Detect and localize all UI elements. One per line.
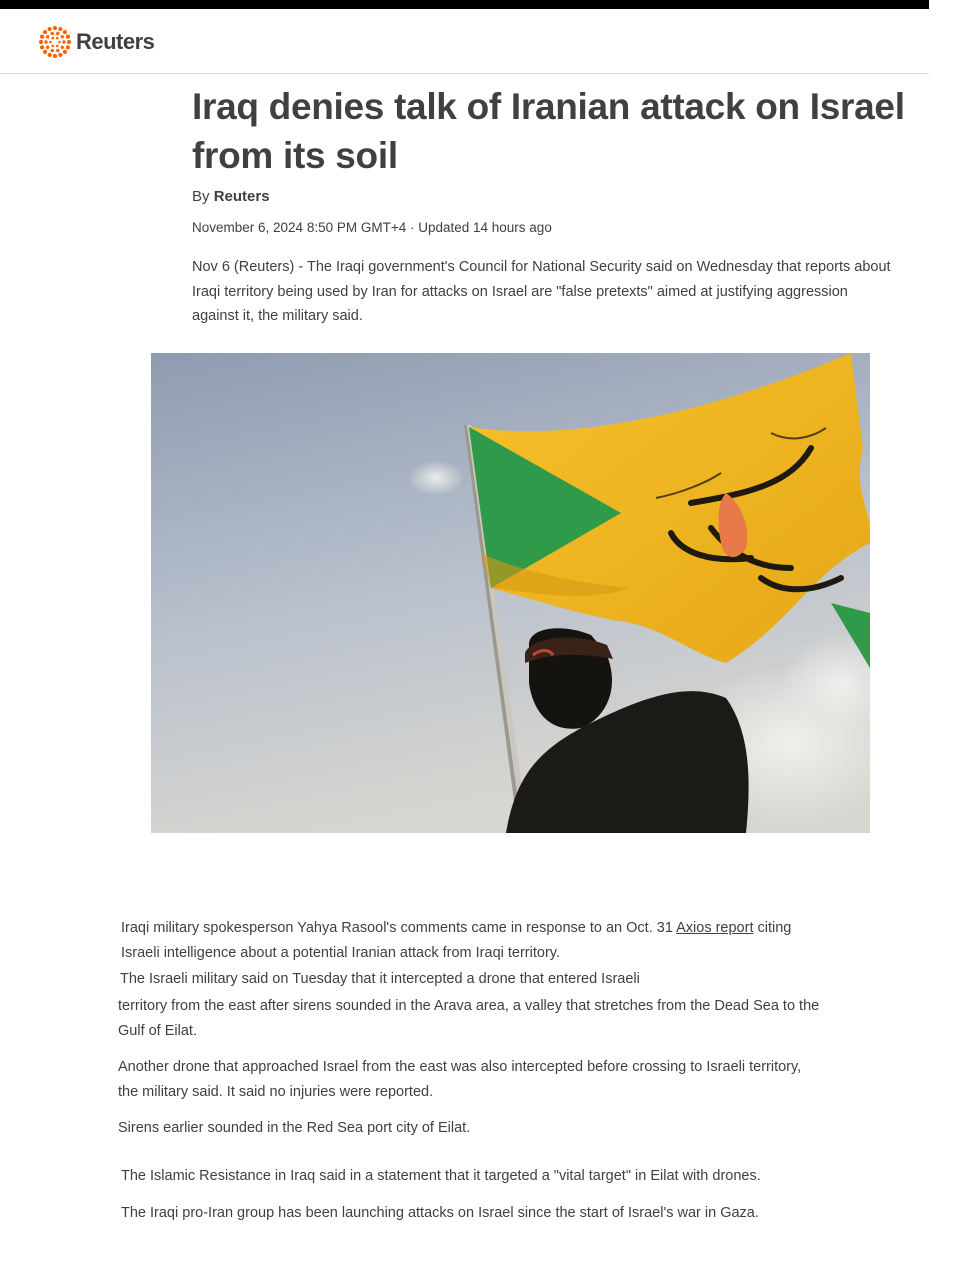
paragraph-drone-line2: territory from the east after sirens sounded in the Arava area, a valley that stretches from the Dead Sea to the Gulf of Eilat. (118, 998, 820, 1039)
byline-prefix: By (192, 188, 210, 205)
paragraph-second-drone: Another drone that approached Israel from the east was also intercepted before crossing to Israeli territory, the military said. It said no injuries were reported. (118, 1059, 802, 1100)
reuters-logo-text: Reuters (76, 29, 155, 54)
top-black-bar (0, 0, 929, 9)
site-header (0, 9, 929, 74)
article-dateline: November 6, 2024 8:50 PM GMT+4 · Updated 14 hours ago (192, 220, 552, 235)
article-lede: Nov 6 (Reuters) - The Iraqi government's Council for National Security said on Wednesday that reports about Iraqi territory being used by Iran for attacks on Israel are "false pretexts" aimed at justifying aggression against it, the military said. (192, 259, 891, 324)
axios-report-link[interactable]: Axios report (676, 920, 754, 936)
paragraph-drone-line1: The Israeli military said on Tuesday that it intercepted a drone that entered Israeli (120, 971, 640, 987)
paragraph-islamic-resistance: The Islamic Resistance in Iraq said in a statement that it targeted a "vital target" in Eilat with drones. (121, 1168, 761, 1184)
reuters-logo-icon (38, 25, 72, 59)
paragraph-pro-iran-group: The Iraqi pro-Iran group has been launching attacks on Israel since the start of Israel's war in Gaza. (121, 1205, 759, 1221)
reuters-logo[interactable] (38, 25, 154, 59)
paragraph-axios: Iraqi military spokesperson Yahya Rasool's comments came in response to an Oct. 31 Axios report citing Israeli intelligence about a potential Iranian attack from Iraqi territory. (121, 920, 792, 961)
byline-author-link[interactable]: Reuters (213, 188, 270, 205)
article-headline: Iraq denies talk of Iranian attack on Israel from its soil (192, 86, 905, 176)
paragraph-sirens: Sirens earlier sounded in the Red Sea port city of Eilat. (118, 1120, 471, 1136)
photo-flag-soldier (151, 353, 870, 833)
article-photo (151, 353, 870, 833)
byline (192, 188, 270, 205)
